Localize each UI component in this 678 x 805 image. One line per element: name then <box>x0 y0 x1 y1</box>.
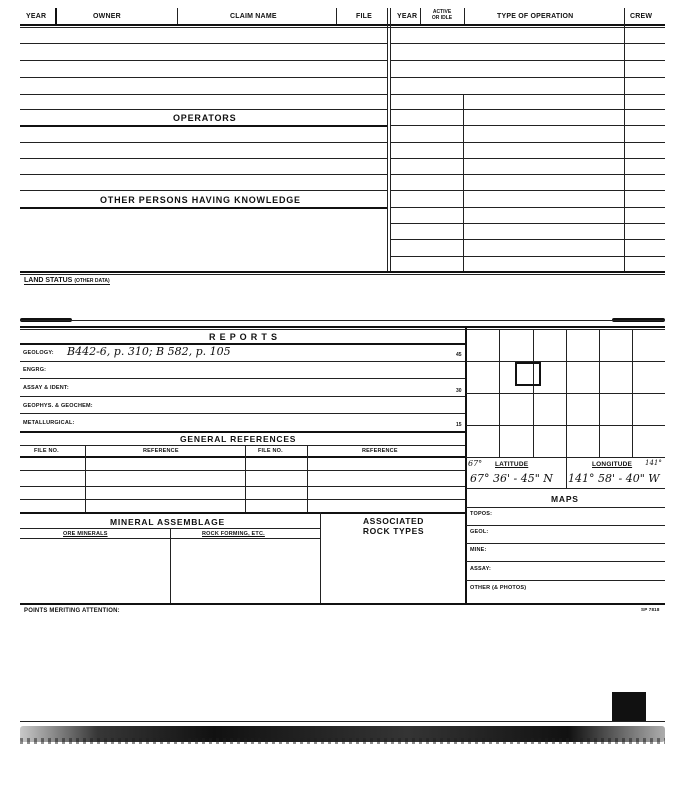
divider <box>624 8 625 24</box>
row-line <box>20 378 466 379</box>
assay-ident-code: 30 <box>456 388 462 394</box>
maps-title: MAPS <box>551 494 579 504</box>
land-status-sub: (OTHER DATA) <box>74 278 110 284</box>
general-references-title: GENERAL REFERENCES <box>180 434 297 444</box>
divider <box>55 8 57 24</box>
latitude-prefix: 67° <box>468 459 483 468</box>
header-year-2: YEAR <box>397 13 418 20</box>
geology-label: GEOLOGY: <box>23 350 54 356</box>
header-rule <box>20 24 665 26</box>
scan-rule <box>20 721 665 722</box>
row-line <box>20 43 387 44</box>
row-line <box>390 94 665 95</box>
row-line <box>20 486 466 487</box>
maps-geol: GEOL: <box>470 529 489 535</box>
latlon-rule <box>466 488 665 489</box>
maps-title-rule <box>466 507 665 508</box>
maps-other: OTHER (& PHOTOS) <box>470 585 527 591</box>
longitude-label: LONGITUDE <box>592 461 633 468</box>
scan-smudge <box>20 738 665 744</box>
table-bottom-rule <box>20 271 665 273</box>
reference-header-1: REFERENCE <box>143 448 179 454</box>
header-claim-name: CLAIM NAME <box>230 13 277 20</box>
row-line <box>390 190 665 191</box>
header-active-line2: OR IDLE <box>431 15 453 21</box>
operators-rule <box>20 125 387 127</box>
associated-rock-types <box>321 516 466 536</box>
header-active-or-idle <box>420 9 464 21</box>
row-line <box>390 174 665 175</box>
divider <box>170 528 171 604</box>
divider <box>307 446 308 512</box>
reference-header-2: REFERENCE <box>362 448 398 454</box>
longitude-value: 141° 58' - 40" W <box>568 472 660 485</box>
row-line <box>20 499 466 500</box>
grid-line <box>466 361 665 362</box>
location-divider <box>465 326 467 605</box>
row-line <box>466 561 665 562</box>
row-line <box>20 396 466 397</box>
row-line <box>390 60 665 61</box>
table-bottom-rule <box>20 274 665 275</box>
divider <box>464 8 465 24</box>
row-line <box>390 256 665 257</box>
row-line <box>20 142 387 143</box>
geology-code: 45 <box>456 352 462 358</box>
maps-mine: MINE: <box>470 547 487 553</box>
maps-topos: TOPOS: <box>470 511 493 517</box>
file-no-header-1: FILE NO. <box>34 448 59 454</box>
divider <box>177 8 178 24</box>
row-line <box>20 109 387 110</box>
row-line <box>20 431 466 433</box>
metallurgical-label: METALLURGICAL: <box>23 420 75 426</box>
operation-divider <box>463 95 464 273</box>
row-line <box>466 525 665 526</box>
row-line <box>20 77 387 78</box>
engrg-label: ENGRG: <box>23 367 47 373</box>
row-line <box>390 158 665 159</box>
land-status-text: LAND STATUS <box>24 277 73 284</box>
row-line <box>20 470 466 471</box>
form-number: SP 7818 <box>641 607 660 612</box>
row-line <box>20 413 466 414</box>
section-rule <box>20 320 665 321</box>
row-line <box>466 580 665 581</box>
gen-ref-title-rule <box>20 445 466 446</box>
mineral-assemblage-title: MINERAL ASSEMBLAGE <box>110 517 225 527</box>
header-type-of-operation: TYPE OF OPERATION <box>497 13 574 20</box>
center-divider <box>387 8 388 273</box>
land-status-label <box>24 277 110 285</box>
header-owner: OWNER <box>93 13 121 20</box>
divider <box>245 446 246 512</box>
row-line <box>390 125 665 126</box>
other-persons-label: OTHER PERSONS HAVING KNOWLEDGE <box>100 195 301 205</box>
row-line <box>20 174 387 175</box>
other-persons-rule <box>20 207 387 209</box>
header-crew: CREW <box>630 13 653 20</box>
maps-assay: ASSAY: <box>470 566 492 572</box>
geology-value: B442-6, p. 310; B 582, p. 105 <box>67 345 231 358</box>
row-line <box>390 43 665 44</box>
operators-label: OPERATORS <box>173 113 237 123</box>
row-line <box>390 142 665 143</box>
row-line <box>20 60 387 61</box>
assay-ident-label: ASSAY & IDENT: <box>23 385 69 391</box>
reports-top-rule <box>20 326 665 328</box>
reports-title: R E P O R T S <box>209 332 278 342</box>
row-line <box>390 109 665 110</box>
header-rule <box>20 27 665 28</box>
divider <box>320 512 321 604</box>
row-line <box>390 207 665 208</box>
grid-line <box>466 393 665 394</box>
crew-divider <box>624 24 625 273</box>
grid-line <box>466 425 665 426</box>
divider <box>336 8 337 24</box>
row-line <box>466 543 665 544</box>
row-line <box>20 94 387 95</box>
latitude-label: LATITUDE <box>495 461 529 468</box>
ore-minerals-header: ORE MINERALS <box>63 531 108 537</box>
reports-top-rule <box>20 329 665 330</box>
row-line <box>390 223 665 224</box>
associated-line1: ASSOCIATED <box>362 516 425 526</box>
latitude-value: 67° 36' - 45" N <box>470 472 553 485</box>
associated-line2: ROCK TYPES <box>362 526 425 536</box>
row-line <box>390 77 665 78</box>
header-file: FILE <box>356 13 372 20</box>
header-active-line1: ACTIVE <box>432 9 452 15</box>
gen-ref-bottom-rule <box>20 512 466 514</box>
row-line <box>390 239 665 240</box>
points-meriting-attention: POINTS MERITING ATTENTION: <box>24 608 120 614</box>
location-marker <box>515 362 541 386</box>
metallurgical-code: 15 <box>456 422 462 428</box>
longitude-suffix: 141° <box>645 459 662 467</box>
divider <box>420 8 421 24</box>
row-line <box>20 361 466 362</box>
row-line <box>20 158 387 159</box>
geophys-label: GEOPHYS. & GEOCHEM: <box>23 403 93 409</box>
divider <box>85 446 86 512</box>
divider <box>566 458 567 488</box>
gen-ref-header-rule <box>20 456 466 458</box>
center-divider <box>390 8 391 273</box>
rock-forming-header: ROCK FORMING, ETC. <box>202 531 265 537</box>
reports-bottom-rule <box>20 603 665 605</box>
file-no-header-2: FILE NO. <box>258 448 283 454</box>
scan-marker <box>612 692 646 722</box>
header-year: YEAR <box>26 13 47 20</box>
row-line <box>20 190 387 191</box>
